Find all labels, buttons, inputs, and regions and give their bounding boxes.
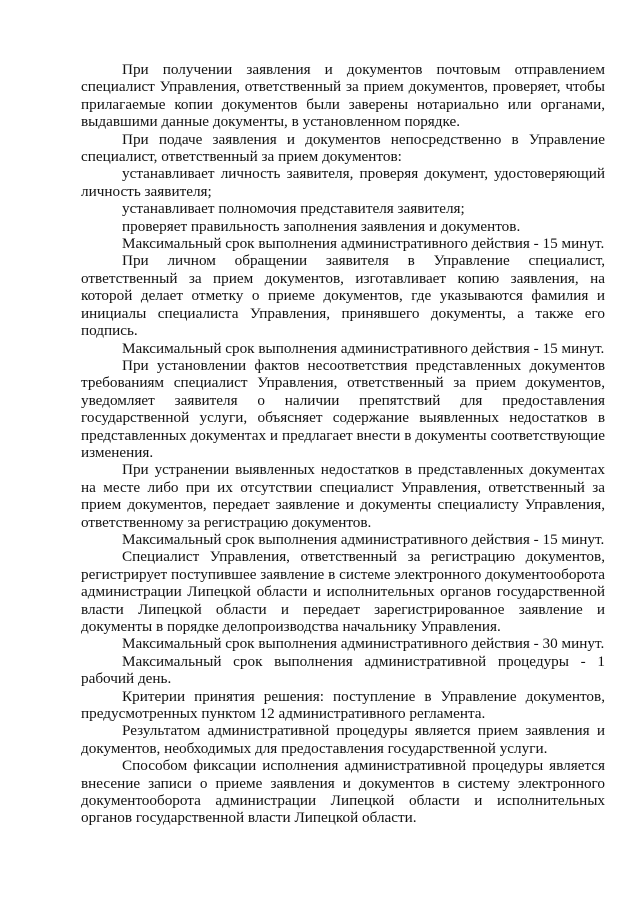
paragraph-nonconformity: При установлении фактов несоответствия представленных документов требованиям специалист Управления, ответственный за прием документов, уведомляет заявителя о наличии препятствий для предоставления государственной услуги, объясняет содержание выявленных недостатков в представленных документах и предлагает внести в документы соответствующие изменения. xyxy=(81,356,605,461)
paragraph-decision-criteria: Критерии принятия решения: поступление в Управление документов, предусмотренных пунктом 12 административного регламента. xyxy=(81,687,605,723)
paragraph-identity-check: устанавливает личность заявителя, проверяя документ, удостоверяющий личность заявителя; xyxy=(81,165,605,200)
paragraph-authority-check: устанавливает полномочия представителя заявителя; xyxy=(122,200,465,218)
paragraph-registration: Специалист Управления, ответственный за регистрацию документов, регистрирует поступившее заявление в системе электронного документооборота администрации Липецкой области и исполнительных органов государственной власти Липецкой области и передает зарегистрированное заявление и документы в порядке делопроизводства начальнику Управления. xyxy=(81,548,605,635)
document-body xyxy=(81,61,605,827)
paragraph-direct-submission: При подаче заявления и документов непосредственно в Управление специалист, ответственный за прием документов: xyxy=(81,130,605,166)
paragraph-max-time-15-b: Максимальный срок выполнения административного действия - 15 минут. xyxy=(122,339,605,357)
paragraph-max-time-15-c: Максимальный срок выполнения административного действия - 15 минут. xyxy=(122,530,605,548)
paragraph-max-time-30: Максимальный срок выполнения административного действия - 30 минут. xyxy=(122,635,605,653)
paragraph-recording-method: Способом фиксации исполнения административной процедуры является внесение записи о приеме заявления и документов в систему электронного документооборота администрации Липецкой области и исполнительных органов государственной власти Липецкой области. xyxy=(81,757,605,827)
paragraph-postal-receipt: При получении заявления и документов почтовым отправлением специалист Управления, ответственный за прием документов, проверяет, чтобы прилагаемые копии документов были заверены нотариально или органами, выдавшими данные документы, в установленном порядке. xyxy=(81,61,605,131)
paragraph-personal-visit: При личном обращении заявителя в Управление специалист, ответственный за прием документов, изготавливает копию заявления, на которой делает отметку о приеме документов, где указываются фамилия и инициалы специалиста Управления, принявшего документы, а также его подпись. xyxy=(81,252,605,340)
paragraph-form-check: проверяет правильность заполнения заявления и документов. xyxy=(122,217,521,235)
paragraph-max-time-15-a: Максимальный срок выполнения административного действия - 15 минут. xyxy=(122,235,605,253)
paragraph-deficiency-fixed: При устранении выявленных недостатков в представленных документах на месте либо при их отсутствии специалист Управления, ответственный за прием документов, передает заявление и документы специалисту Управления, ответственному за регистрацию документов. xyxy=(81,461,605,531)
paragraph-procedure-result: Результатом административной процедуры является прием заявления и документов, необходимых для предоставления государственной услуги. xyxy=(81,722,605,757)
paragraph-procedure-max-time: Максимальный срок выполнения административной процедуры - 1 рабочий день. xyxy=(81,652,605,688)
